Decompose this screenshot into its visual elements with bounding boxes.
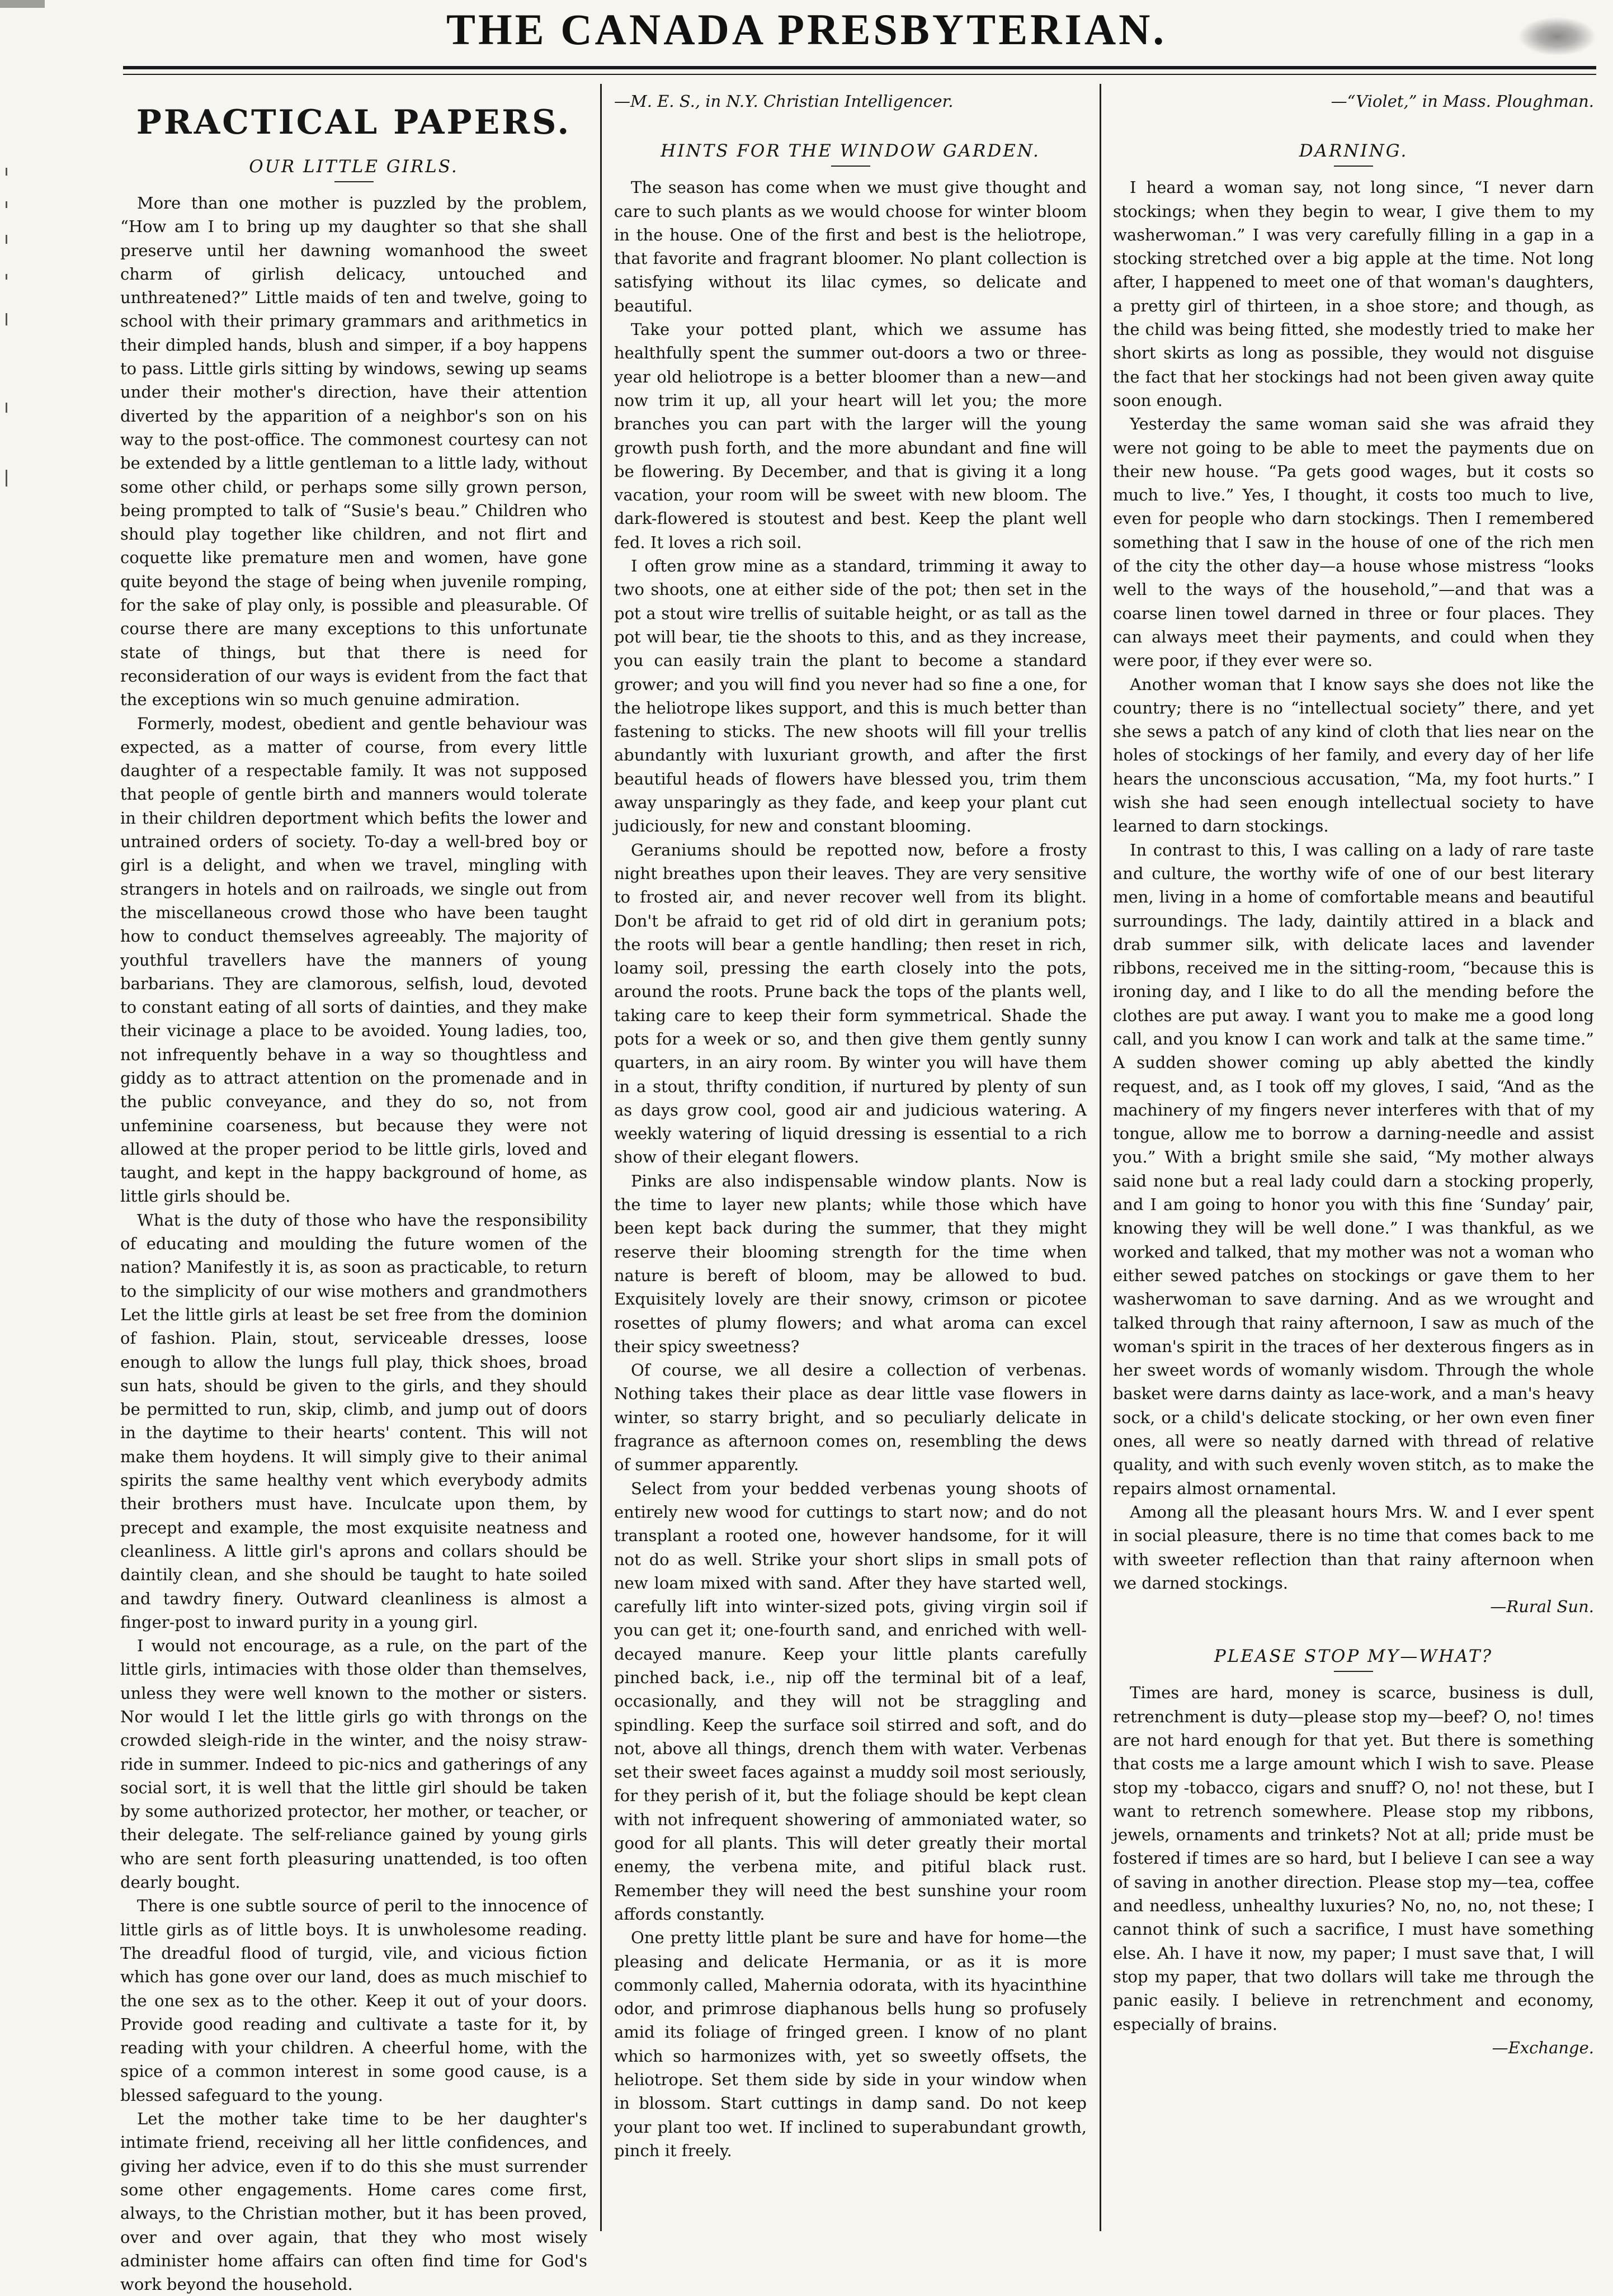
article-paragraph: Among all the pleasant hours Mrs. W. and I ever spent in social pleasure, there is no time that comes back to me with sweeter reflection than that rainy afternoon when we darned stockings. xyxy=(1113,1502,1594,1593)
article-title: PLEASE STOP MY—WHAT? xyxy=(1214,1646,1493,1667)
article-paragraph: Take your potted plant, which we assume has healthfully spent the summer out-doors a two or three-year old heliotrope is a better bloomer than a new—and now trim it up, all your heart will let you; the more branches you can part with the larger will the young growth push forth, and the more abundant and fine will be flowering. By December, and that is giving it a long vacation, your room will be sweet with new bloom. The dark-flowered is stoutest and best. Keep the plant well fed. It loves a rich soil. xyxy=(614,320,1087,552)
title-rule xyxy=(334,181,374,182)
article-paragraph: Select from your bedded verbenas young shoots of entirely new wood for cuttings to start now; and do not transplant a rooted one, however handsome, for it will not do as well. Strike your short slips in small pots of new loam mixed with sand. After they have started well, carefully lift into winter-sized pots, giving virgin soil if you can get it; one-fourth sand, and enriched with well-decayed manure. Keep your little plants carefully pinched back, i.e., nip off the terminal bit of a leaf, occasionally, and they will not be straggling and spindling. Keep the surface soil stirred and soft, and do not, above all things, drench them with water. Verbenas set their sweet faces against a muddy soil most seriously, for they perish of it, but the foliage should be kept clean with not infrequent showering of ammoniated water, so good for all plants. This will deter greatly their mortal enemy, the verbena mite, and pitiful black rust. Remember they will need the best sunshine your room affords constantly. xyxy=(614,1478,1087,1924)
article-paragraph: Let the mother take time to be her daughter's intimate friend, receiving all her little confidences, and giving her advice, even if to do this she must surrender some other engagements. Home cares come first, always, to the Christian mother, but it has been proved, over and over again, that they who most wisely administer home affairs can often find time for God's work beyond the household. xyxy=(120,2109,587,2294)
article-paragraph: Yesterday the same woman said she was afraid they were not going to be able to meet the payments due on their new house. “Pa gets good wages, but it costs so much to live.” Yes, I thought, it costs too much to live, even for people who darn stockings. Then I remembered something that I saw in the house of one of the rich men of the city the other day—a house whose mistress “looks well to the ways of the household,”—and that was a coarse linen towel darned in three or four places. They can always meet their payments, and could when they were poor, if they ever were so. xyxy=(1113,414,1594,670)
article-paragraph: Formerly, modest, obedient and gentle behaviour was expected, as a matter of course, from every little daughter of a respectable family. It was not supposed that people of gentle birth and manners would tolerate in their children deportment which befits the lower and untrained orders of society. To-day a well-bred boy or girl is a delight, and when we travel, mingling with strangers in hotels and on railroads, we single out from the miscellaneous crowd those who have been taught how to conduct themselves agreeably. The majority of youthful travellers have the manners of young barbarians. They are clamorous, selfish, loud, devoted to constant eating of all sorts of dainties, and they make their vicinage a place to be avoided. Young ladies, too, not infrequently behave in a way so thoughtless and giddy as to attract attention on the promenade and in the public conveyance, and they do so, not from unfeminine coarseness, but because they were not allowed at the proper period to be little girls, loved and taught, and kept in the happy background of home, as little girls should be. xyxy=(120,714,587,1206)
article-paragraph: Another woman that I know says she does not like the country; there is no “intellectual society” there, and yet she sews a patch of any kind of cloth that lies near on the holes of stockings of her family, and every day of her life hears the unconscious accusation, “Ma, my foot hurts.” I wish she had seen enough intellectual society to have learned to darn stockings. xyxy=(1113,674,1594,836)
spacer xyxy=(614,113,1087,135)
ink-blot xyxy=(1518,17,1596,56)
margin-marks xyxy=(0,168,17,559)
title-rule xyxy=(831,166,870,167)
article-paragraph: I heard a woman say, not long since, “I never darn stockings; when they begin to wear, I give them to my washerwoman.” I was very carefully filling in a gap in a stocking stretched over a big apple at the time. Not long after, I happened to meet one of that woman's daughters, a pretty girl of thirteen, in a shoe store; and though, as the child was being fitted, she modestly tried to make her short skirts as long as possible, they would not disguise the fact that her stockings had not been given away quite soon enough. xyxy=(1113,178,1594,410)
article-paragraph: One pretty little plant be sure and have for home—the pleasing and delicate Hermania, or as it is more commonly called, Mahernia odorata, with its hyacinthine odor, and primrose diaphanous bells hung so profusely amid its foliage of fringed green. I know of no plant which so harmonizes with, yet so sweetly offsets, the heliotrope. Set them side by side in your window when in blossom. Start cuttings in damp sand. Do not keep your plant too wet. If inclined to superabundant growth, pinch it freely. xyxy=(614,1928,1087,2160)
newspaper-title: THE CANADA PRESBYTERIAN. xyxy=(446,5,1167,54)
article-paragraph: Times are hard, money is scarce, business is dull, retrenchment is duty—please stop my—beef? O, no! times are not hard enough for that yet. But there is something that costs me a large amount which I wish to save. Please stop my -tobacco, cigars and snuff? O, no! not these, but I want to retrench somewhere. Please stop my ribbons, jewels, ornaments and trinkets? Not at all; pride must be fostered if times are so hard, but I believe I can see a way of saving in another direction. Please stop my—tea, coffee and needless, unhealthy luxuries? No, no, no, not these; I cannot think of such a sacrifice, I must have something else. Ah. I have it now, my paper; I must save that, I will stop my paper, that two dollars will take me through the panic easily. I believe in retrenchment and economy, especially of brains. xyxy=(1113,1683,1594,2034)
masthead-rule-thin xyxy=(123,74,1596,75)
masthead xyxy=(0,0,1613,67)
article-title: HINTS FOR THE WINDOW GARDEN. xyxy=(661,141,1040,162)
article-paragraph: More than one mother is puzzled by the problem, “How am I to bring up my daughter so that she shall preserve until her dawning womanhood the sweet charm of girlish delicacy, untouched and unthreatened?” Little maids of ten and twelve, going to school with their primary grammars and arithmetics in their dimpled hands, blush and simper, if a boy happens to pass. Little girls sitting by windows, sewing up seams under their mother's direction, have their attention diverted by the apparition of a neighbor's son on his way to the post-office. The commonest courtesy can not be extended by a little gentleman to a little lady, without some other child, or perhaps some silly grown person, being prompted to talk of “Susie's beau.” Children who should play together like children, and not flirt and coquette like premature men and women, have gone quite beyond the stage of being when juvenile romping, for the sake of play only, is possible and pleasurable. Of course there are many exceptions to this unfortunate state of things, but that there is need for reconsideration of our ways is evident from the fact that the exceptions win so much genuine admiration. xyxy=(120,193,587,710)
article-signature: —Exchange. xyxy=(1492,2038,1594,2057)
column-3 xyxy=(1113,89,1594,2214)
spacer xyxy=(1113,1618,1594,1641)
article-signature: —Rural Sun. xyxy=(1490,1597,1594,1617)
column-2 xyxy=(614,89,1087,2214)
article-signature: —“Violet,” in Mass. Ploughman. xyxy=(1331,92,1594,111)
column-divider xyxy=(1100,84,1101,2231)
title-rule xyxy=(1334,1671,1373,1672)
article-paragraph: The season has come when we must give thought and care to such plants as we would choose for winter bloom in the house. One of the first and best is the heliotrope, that favorite and fragrant bloomer. No plant collection is satisfying without its lilac cymes, so delicate and beautiful. xyxy=(614,178,1087,315)
department-title: PRACTICAL PAPERS. xyxy=(136,103,572,142)
column-divider xyxy=(600,84,602,2231)
article-signature: —M. E. S., in N.Y. Christian Intelligencer. xyxy=(614,92,954,111)
article-title: OUR LITTLE GIRLS. xyxy=(249,157,459,177)
title-rule xyxy=(1334,166,1373,167)
article-paragraph: There is one subtle source of peril to the innocence of little girls as of little boys. It is unwholesome reading. The dreadful flood of turgid, vile, and vicious fiction which has gone over our land, does as much mischief to the one sex as to the other. Keep it out of your doors. Provide good reading and cultivate a taste for it, by reading with your children. A cheerful home, with the spice of a common interest in some good cause, is a blessed safeguard to the young. xyxy=(120,1896,587,2105)
spacer xyxy=(1113,113,1594,135)
column-1 xyxy=(120,89,587,2294)
article-title: DARNING. xyxy=(1299,141,1408,162)
article-paragraph: In contrast to this, I was calling on a lady of rare taste and culture, the worthy wife of one of our best literary men, living in a home of comfortable means and beautiful surroundings. The lady, daintily attired in a black and drab summer silk, with delicate laces and lavender ribbons, received me in the sitting-room, “because this is ironing day, and I like to do all the mending before the clothes are put away. I want you to make me a good long call, and you know I can work and talk at the same time.” A sudden shower coming up ably abetted the kindly request, and, as I took off my gloves, I said, “And as the machinery of my fingers never interferes with that of my tongue, allow me to borrow a darning-needle and assist you.” With a bright smile she said, “My mother always said none but a real lady could darn a stocking properly, and I am going to honor you with this fine ‘Sunday’ pair, knowing they will be well done.” I was thankful, as we worked and talked, that my mother was not a woman who either sewed patches on stockings or gave them to her washerwoman to save darning. And as we wrought and talked through that rainy afternoon, I saw as much of the woman's spirit in the traces of her dexterous fingers as in her sweet words of womanly wisdom. Through the whole basket were darns dainty as lace-work, and a man's heavy sock, or a child's delicate stocking, or her own even finer ones, all were so neatly darned with thread of relative quality, and with such evenly woven stitch, as to make the repairs almost ornamental. xyxy=(1113,840,1594,1498)
article-paragraph: Pinks are also indispensable window plants. Now is the time to layer new plants; while those which have been kept back during the summer, that they might reserve their blooming strength for the time when nature is bereft of bloom, may be allowed to bud. Exquisitely lovely are their snowy, crimson or picotee rosettes of plumy flowers; and what aroma can excel their spicy sweetness? xyxy=(614,1171,1087,1356)
masthead-rule-thick xyxy=(123,66,1596,69)
article-paragraph: I would not encourage, as a rule, on the part of the little girls, intimacies with those older than themselves, unless they were well known to the mother or sisters. Nor would I let the little girls go with throngs on the crowded sleigh-ride in the winter, and the noisy straw-ride in summer. Indeed to pic-nics and gatherings of any social sort, it is well that the little girl should be taken by some authorized protector, her mother, or teacher, or their delegate. The self-reliance gained by young girls who are sent forth pleasuring unattended, is too often dearly bought. xyxy=(120,1636,587,1892)
article-paragraph: Of course, we all desire a collection of verbenas. Nothing takes their place as dear little vase flowers in winter, so starry bright, and so peculiarly delicate in fragrance as afternoon comes on, resembling the dews of summer apparently. xyxy=(614,1360,1087,1475)
article-paragraph: I often grow mine as a standard, trimming it away to two shoots, one at either side of the pot; then set in the pot a stout wire trellis of suitable height, or as tall as the pot will bear, tie the shoots to this, and as they increase, you can easily train the plant to become a standard grower; and you will find you never had so fine a one, for the heliotrope likes support, and this is much better than fastening to sticks. The new shoots will fill your trellis abundantly with luxuriant growth, and after the first beautiful heads of flowers have blessed you, trim them away unsparingly as they fade, and keep your plant cut judiciously, for new and constant blooming. xyxy=(614,556,1087,836)
article-paragraph: What is the duty of those who have the responsibility of educating and moulding the future women of the nation? Manifestly it is, as soon as practicable, to return to the simplicity of our wise mothers and grandmothers Let the little girls at least be set free from the dominion of fashion. Plain, stout, serviceable dresses, loose enough to allow the lungs full play, thick shoes, broad sun hats, should be given to the girls, and they should be permitted to run, skip, climb, and jump out of doors in the daytime to their hearts' content. This will not make them hoydens. It will simply give to their animal spirits the same healthy vent which everybody admits their brothers must have. Inculcate upon them, by precept and example, the most exquisite neatness and cleanliness. A little girl's aprons and collars should be daintily clean, and she should be taught to hate soiled and tawdry finery. Outward cleanliness is almost a finger-post to inward purity in a young girl. xyxy=(120,1210,587,1632)
article-paragraph: Geraniums should be repotted now, before a frosty night breathes upon their leaves. They are very sensitive to frosted air, and never recover well from its blight. Don't be afraid to get rid of old dirt in geranium pots; the roots will bear a gentle handling; then reset in rich, loamy soil, pressing the earth closely into the pots, around the roots. Prune back the tops of the plants well, taking care to keep their form symmetrical. Shade the pots for a week or so, and then give them gently sunny quarters, in an airy room. By winter you will have them in a stout, thrifty condition, if nurtured by plenty of sun as days grow cool, good air and judicious watering. A weekly watering of liquid dressing is essential to a rich show of their elegant flowers. xyxy=(614,840,1087,1167)
